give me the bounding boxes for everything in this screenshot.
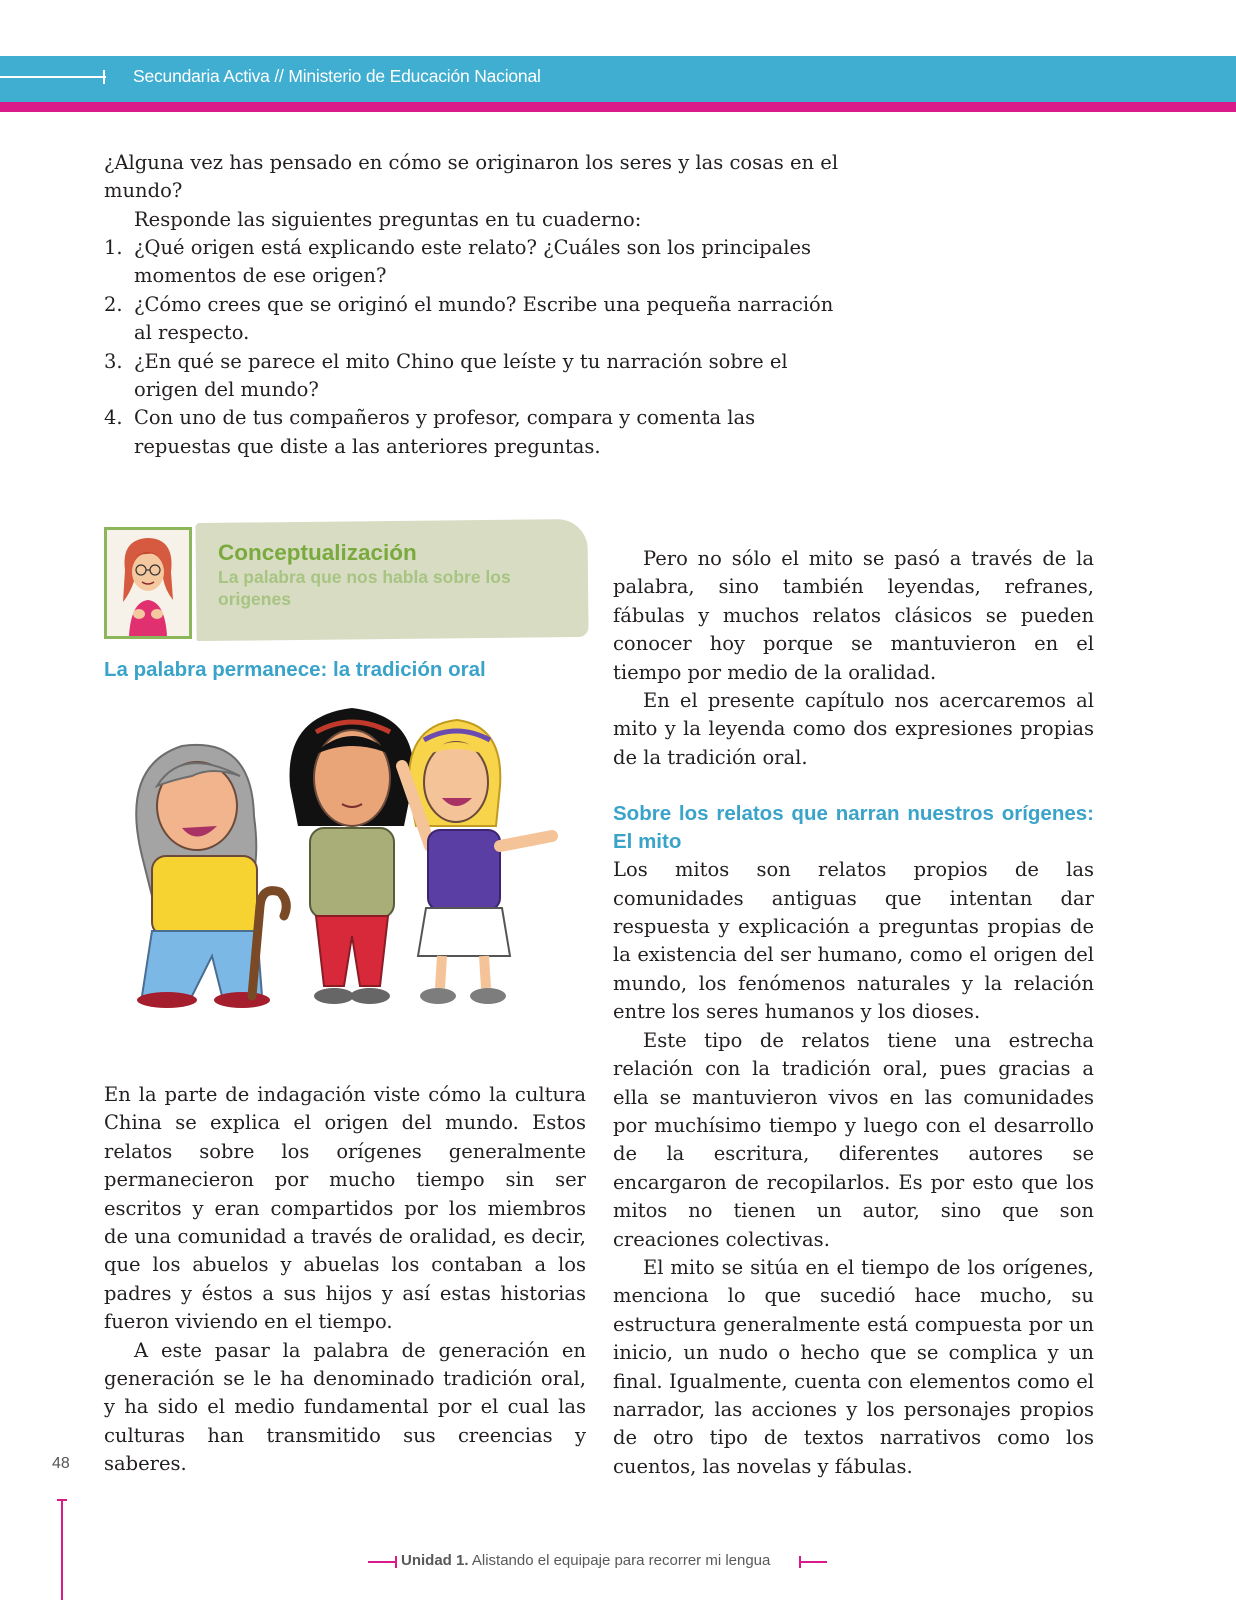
- header-rule: [0, 76, 106, 78]
- teacher-avatar-frame: [104, 527, 192, 639]
- teacher-avatar-icon: [107, 530, 189, 636]
- header-band: [0, 56, 1236, 102]
- intro-instruction: Responde las siguientes preguntas en tu cuaderno:: [134, 207, 642, 231]
- question-text: ¿Qué origen está explicando este relato? ¿Cuáles son los principales momentos de ese origen?: [134, 236, 811, 288]
- question-list: [104, 234, 839, 461]
- right-paragraph: El mito se sitúa en el tiempo de los orígenes, menciona lo que sucedió hace mucho, su estructura generalmente está compuesta por un inicio, un nudo o hecho que se complica y un final. Igualmente, cuenta con elementos como el narrador, las acciones y los personajes propios de otro tipo de textos narrativos como los cuentos, las novelas y fábulas.: [613, 1255, 1094, 1478]
- question-text: ¿En qué se parece el mito Chino que leíste y tu narración sobre el origen del mundo?: [134, 349, 788, 402]
- footer-rule-left: [368, 1561, 396, 1563]
- question-number: 1.: [104, 236, 123, 259]
- question-item: [104, 291, 839, 348]
- left-column: [104, 1081, 586, 1479]
- footer-unit-title: Alistando el equipaje para recorrer mi lengua: [471, 1552, 771, 1569]
- left-paragraph: En la parte de indagación viste cómo la cultura China se explica el origen del mundo. Estos relatos sobre los orígenes generalmente permanecieron por mucho tiempo sin ser escritos y eran compartidos por los miembros de una comunidad a través de oralidad, es decir, que los abuelos y abuelas los contaban a los padres y éstos a sus hijos y así estas historias fueron viviendo en el tiempo.: [104, 1083, 586, 1334]
- question-text: Con uno de tus compañeros y profesor, compara y comenta las repuestas que diste a las anteriores preguntas.: [134, 406, 756, 458]
- right-girl-figure: [402, 720, 552, 1004]
- right-paragraph: Este tipo de relatos tiene una estrecha relación con la tradición oral, pues gracias a ella se mantuvieron vivos en las comunidades por muchísimo tiempo y luego con el desarrollo de la escritura, diferentes autores se encargaron de recopilarlos. Es por esto que los mitos no tienen un autor, sino que son creaciones colectivas.: [613, 1028, 1094, 1251]
- concept-title: Conceptualización: [218, 540, 417, 565]
- question-number: 4.: [104, 406, 123, 430]
- footer-rule-right: [799, 1561, 827, 1563]
- question-item: [104, 234, 839, 291]
- three-women-illustration: [112, 706, 592, 1036]
- section-heading-myth: Sobre los relatos que narran nuestros orígenes: El mito: [613, 802, 1094, 854]
- grandmother-figure: [136, 745, 286, 1008]
- right-column: [613, 545, 1094, 1481]
- footer: [368, 1551, 828, 1571]
- header-title: Secundaria Activa // Ministerio de Educación Nacional: [133, 66, 541, 86]
- right-paragraph: Pero no sólo el mito se pasó a través de la palabra, sino también leyendas, refranes, fábulas y muchos relatos clásicos se pueden conocer hoy porque se mantuvieron en el tiempo por medio de la oralidad.: [613, 547, 1094, 684]
- section-heading-oral-tradition: La palabra permanece: la tradición oral: [104, 658, 486, 681]
- footer-unit: Unidad 1.: [401, 1552, 469, 1569]
- middle-girl-figure: [290, 708, 414, 1004]
- side-rule: [61, 1499, 63, 1600]
- page-number: 48: [52, 1455, 70, 1472]
- left-paragraph: A este pasar la palabra de generación en generación se le ha denominado tradición oral, y ha sido el medio fundamental por el cual las culturas han transmitido sus creencias y saberes.: [104, 1338, 586, 1476]
- header-accent-stripe: [0, 102, 1236, 112]
- question-text: ¿Cómo crees que se originó el mundo? Escribe una pequeña narración al respecto.: [134, 292, 834, 345]
- question-item: [104, 348, 839, 405]
- footer-text: [401, 1552, 770, 1569]
- footer-rule-tick-left: [395, 1556, 397, 1568]
- concept-subtitle: La palabra que nos habla sobre los origenes: [218, 567, 511, 609]
- right-paragraph: Los mitos son relatos propios de las comunidades antiguas que intentan dar respuesta y explicación a preguntas propias de la existencia del ser humano, como el origen del mundo, los fenómenos naturales y la relación entre los seres humanos y los dioses.: [613, 858, 1094, 1024]
- intro-question: ¿Alguna vez has pensado en cómo se originaron los seres y las cosas en el mundo?: [104, 151, 839, 203]
- question-number: 3.: [104, 349, 123, 373]
- right-paragraph: En el presente capítulo nos acercaremos al mito y la leyenda como dos expresiones propias de la tradición oral.: [613, 689, 1094, 769]
- question-number: 2.: [104, 292, 123, 316]
- intro: [104, 149, 864, 234]
- header-rule-tick: [103, 70, 105, 84]
- question-item: [104, 404, 839, 461]
- spacer: [613, 772, 1094, 800]
